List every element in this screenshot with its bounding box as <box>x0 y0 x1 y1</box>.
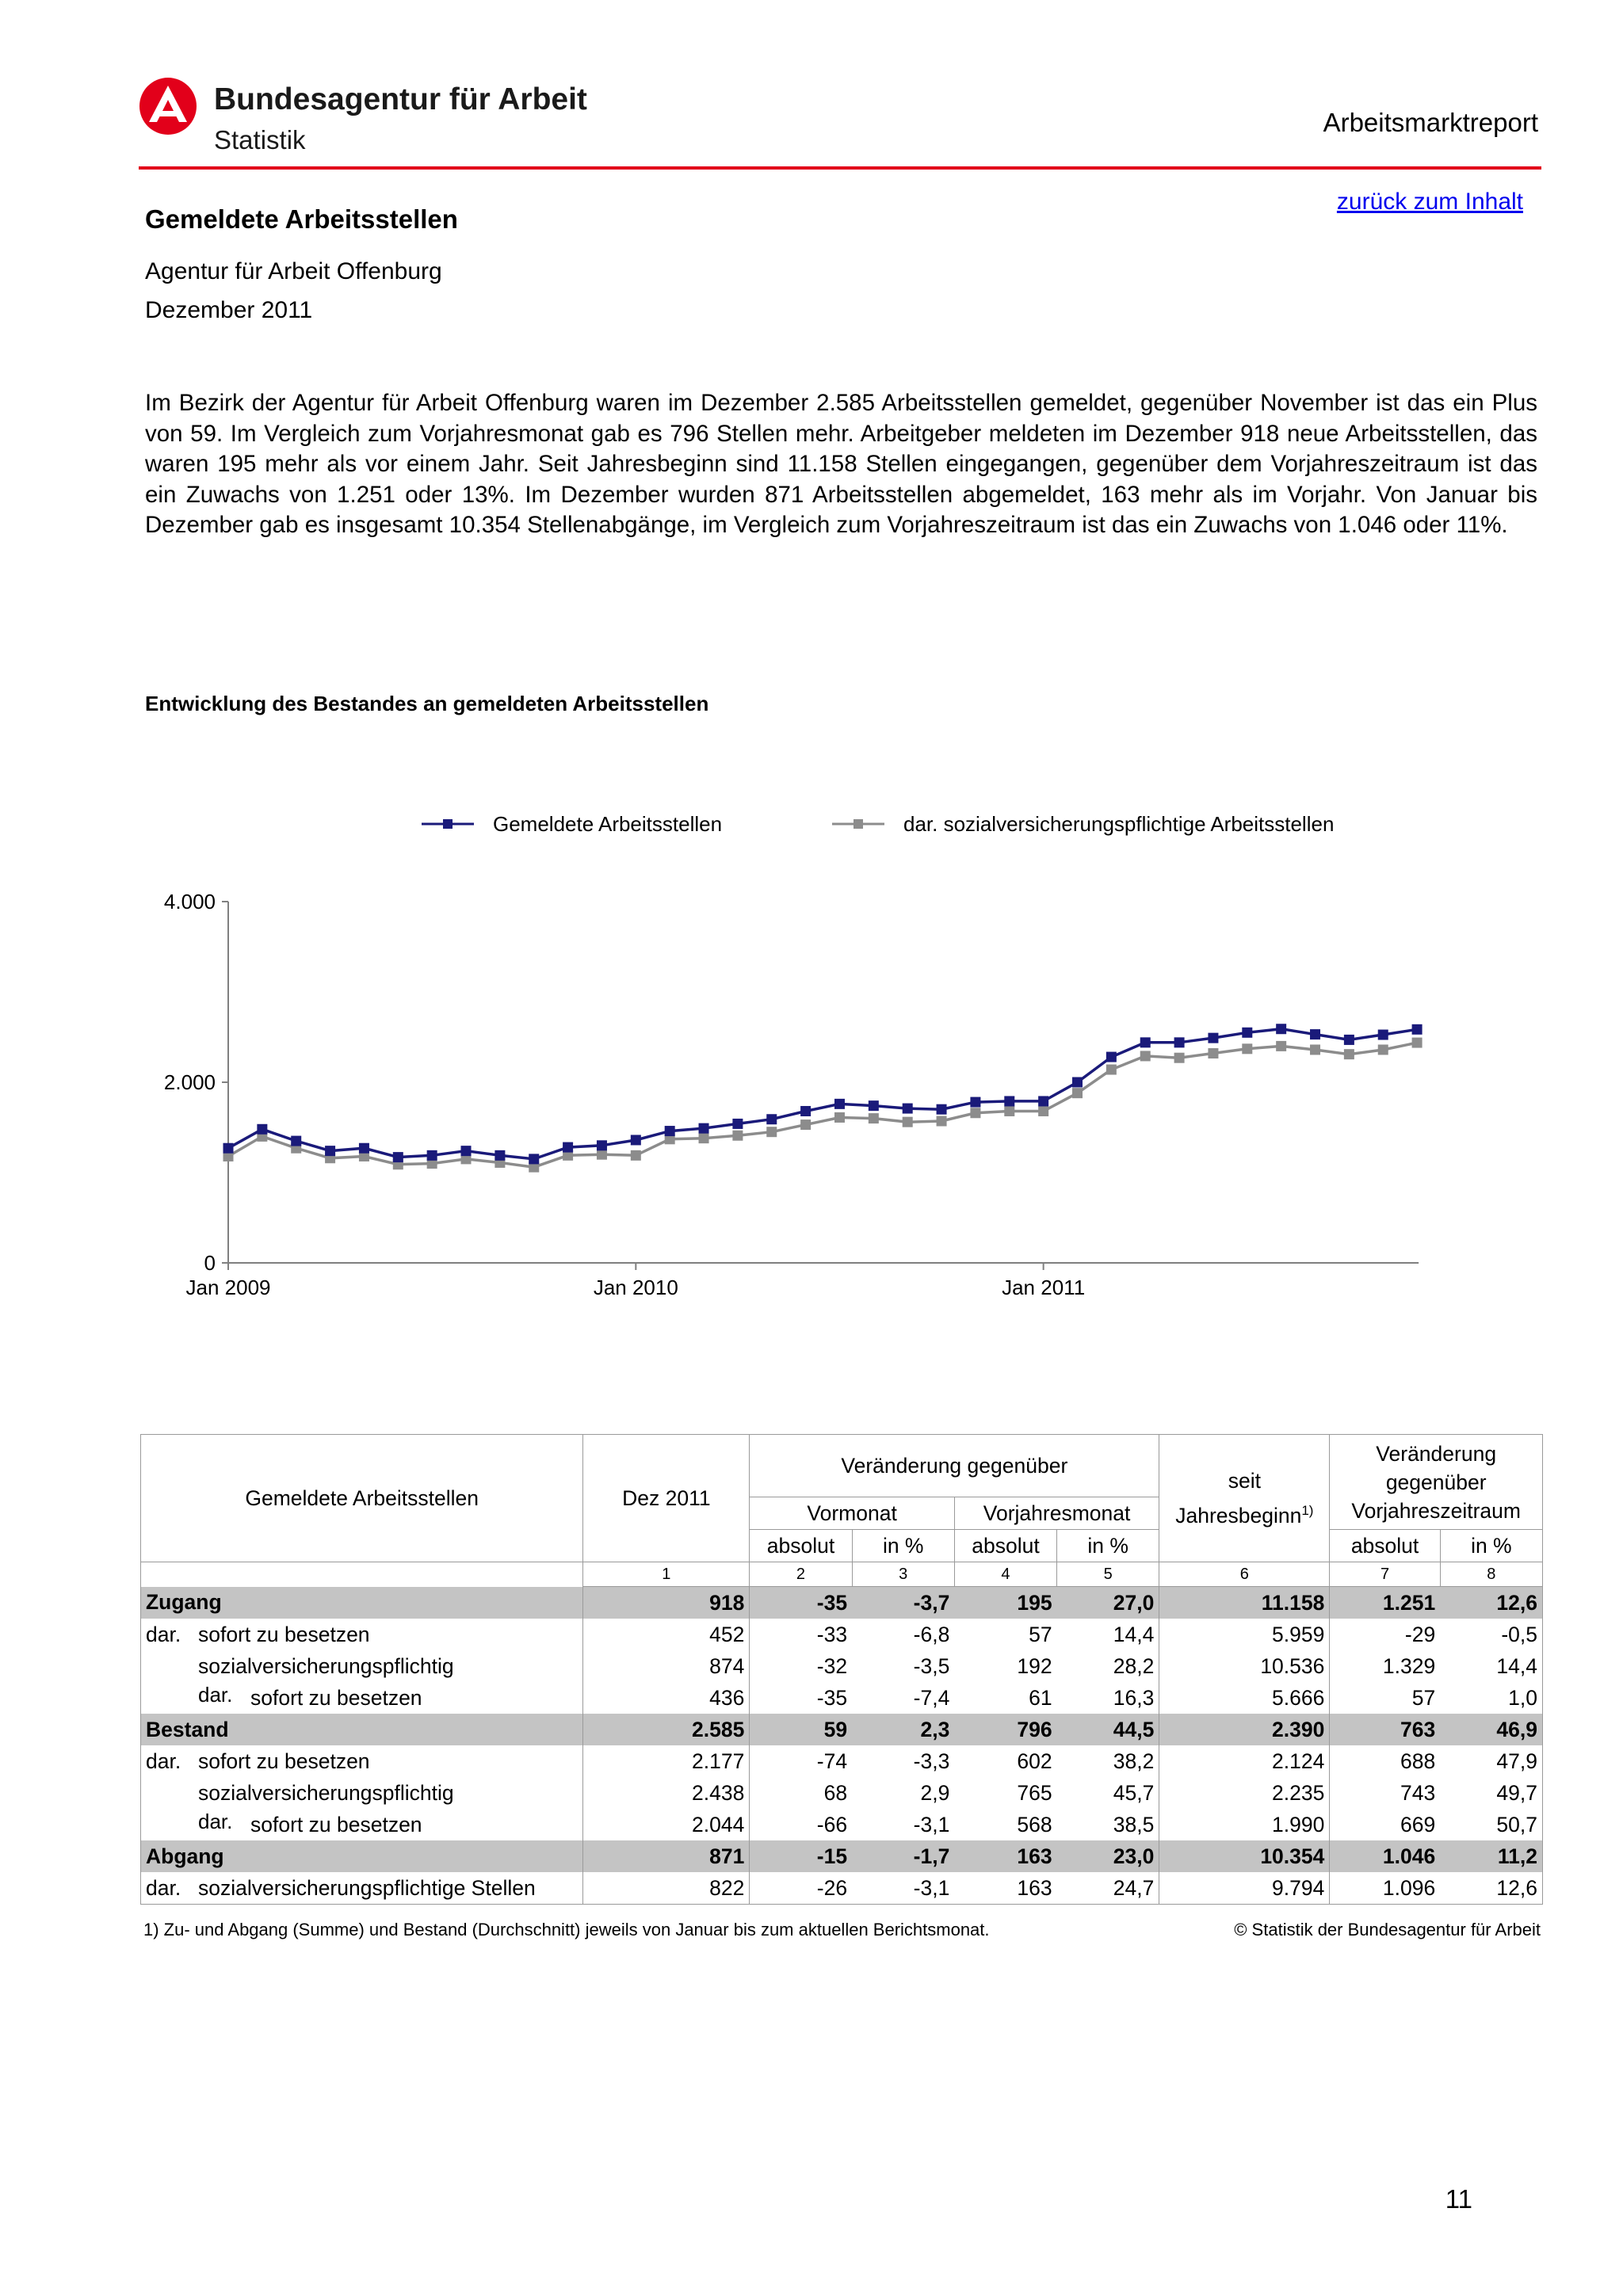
col-vorjahresmonat: Vorjahresmonat <box>954 1497 1159 1530</box>
table-cell: -6,8 <box>913 1622 950 1646</box>
table-cell: 47,9 <box>1440 1745 1542 1777</box>
table-cell: 763 <box>1330 1714 1440 1745</box>
legend-label: dar. sozialversicherungspflichtige Arbeitsstellen <box>903 812 1335 836</box>
data-point <box>631 1135 641 1145</box>
table-cell: 12,6 <box>1440 1587 1542 1619</box>
data-point <box>937 1116 947 1127</box>
table-cell: 2.585 <box>583 1714 750 1745</box>
data-point <box>834 1099 845 1109</box>
table-cell: 822 <box>583 1872 750 1905</box>
table-cell: 2.124 <box>1159 1745 1330 1777</box>
legend-label: Gemeldete Arbeitsstellen <box>493 812 723 836</box>
table-cell: 2,9 <box>920 1780 950 1805</box>
col-seit-line1: seit <box>1228 1469 1261 1493</box>
row-label <box>141 1777 583 1809</box>
col-vjz <box>1330 1435 1543 1530</box>
row-prefix: dar. <box>146 1875 181 1900</box>
row-label-text: sofort zu besetzen <box>198 1749 370 1773</box>
table-row <box>141 1650 1543 1682</box>
row-prefix: dar. <box>198 1682 233 1707</box>
report-title: Arbeitsmarktreport <box>1323 108 1538 137</box>
legend-marker <box>443 819 453 829</box>
legend-marker <box>854 819 863 829</box>
y-tick-label: 0 <box>204 1251 216 1275</box>
data-point <box>903 1104 913 1114</box>
data-point <box>631 1150 641 1161</box>
data-point <box>1310 1029 1320 1039</box>
row-label-text: Abgang <box>146 1844 224 1868</box>
table-cell: 163 <box>954 1840 1056 1872</box>
agency-logo <box>138 76 198 136</box>
data-point <box>699 1133 709 1143</box>
x-tick-label: Jan 2010 <box>593 1276 678 1299</box>
data-point <box>1174 1053 1185 1063</box>
y-tick-label: 4.000 <box>163 890 216 913</box>
col-number: 8 <box>1440 1562 1542 1587</box>
data-point <box>800 1119 811 1130</box>
data-point <box>597 1150 607 1160</box>
row-label <box>141 1745 583 1777</box>
table-cell: 669 <box>1400 1812 1436 1836</box>
table-body <box>141 1587 1543 1905</box>
data-point <box>903 1117 913 1127</box>
col-absolut: absolut <box>954 1530 1056 1562</box>
row-label-text: sozialversicherungspflichtige Stellen <box>198 1875 536 1900</box>
data-point <box>1378 1030 1388 1040</box>
table-cell: 2.390 <box>1159 1714 1330 1745</box>
data-point <box>1310 1044 1320 1055</box>
org-name: Bundesagentur für Arbeit <box>214 82 587 116</box>
table-cell: -66 <box>816 1812 848 1836</box>
row-label-text: sofort zu besetzen <box>250 1685 422 1710</box>
table-cell: 45,7 <box>1057 1777 1159 1809</box>
row-label <box>141 1619 583 1650</box>
x-tick-label: Jan 2009 <box>185 1276 271 1299</box>
page-number: 11 <box>1445 2184 1472 2214</box>
row-label <box>141 1809 583 1840</box>
data-point <box>1038 1106 1048 1116</box>
intro-paragraph: Im Bezirk der Agentur für Arbeit Offenburg waren im Dezember 2.585 Arbeitsstellen gemeldet, gegenüber November ist das ein Plus von 59. Im Vergleich zum Vorjahresmonat gab es 796 Stellen mehr. Arbeitgeber meldeten im Dezember 918 neue Arbeitsstellen, das waren 195 mehr als vor einem Jahr. Seit Jahresbeginn sind 11.158 Stellen eingegangen, gegenüber dem Vorjahreszeitraum ist das ein Zuwachs von 1.251 oder 13%. Im Dezember wurden 871 Arbeitsstellen abgemeldet, 163 mehr als im Vorjahr. Von Januar bis Dezember gab es insgesamt 10.354 Stellenabgänge, im Vergleich zum Vorjahreszeitraum ist das ein Zuwachs von 1.046 oder 11%. <box>145 390 1537 538</box>
table-cell: 11.158 <box>1159 1587 1330 1619</box>
col-seit-line2: Jahresbeginn <box>1175 1503 1302 1527</box>
data-point <box>1378 1044 1388 1055</box>
data-point <box>1004 1096 1014 1106</box>
data-point <box>1004 1106 1014 1116</box>
data-point <box>291 1136 301 1146</box>
data-point <box>970 1097 980 1108</box>
table-cell: -35 <box>816 1685 848 1710</box>
data-point <box>732 1131 743 1141</box>
data-point <box>1208 1048 1218 1058</box>
table-cell: 50,7 <box>1440 1809 1542 1840</box>
col-number-spacer <box>141 1562 583 1587</box>
data-point <box>1106 1052 1117 1062</box>
table-row <box>141 1682 1543 1714</box>
table-cell: 27,0 <box>1057 1587 1159 1619</box>
row-label-text: sofort zu besetzen <box>198 1622 370 1646</box>
data-point <box>800 1106 811 1116</box>
data-point <box>1140 1037 1151 1047</box>
col-number: 5 <box>1057 1562 1159 1587</box>
data-point <box>1038 1096 1048 1106</box>
table-cell: 5.666 <box>1159 1682 1330 1714</box>
row-label-text: sozialversicherungspflichtig <box>198 1780 454 1805</box>
table-row <box>141 1840 1543 1872</box>
col-number: 3 <box>852 1562 954 1587</box>
org-subtitle: Statistik <box>214 125 306 154</box>
table-row <box>141 1745 1543 1777</box>
table-cell: 568 <box>1017 1812 1052 1836</box>
table-cell: -74 <box>816 1749 848 1773</box>
data-point <box>732 1119 743 1129</box>
row-label-text: sozialversicherungspflichtig <box>198 1653 454 1678</box>
footnote-ref: 1) <box>1301 1503 1314 1519</box>
table-cell: 2.044 <box>583 1809 750 1840</box>
table-row <box>141 1714 1543 1745</box>
data-point <box>359 1143 369 1154</box>
data-point <box>1412 1024 1423 1035</box>
table-cell: 2.177 <box>583 1745 750 1777</box>
copyright: © Statistik der Bundesagentur für Arbeit <box>1234 1920 1541 1939</box>
data-point <box>529 1154 539 1164</box>
table-cell: 59 <box>750 1714 852 1745</box>
col-number: 1 <box>583 1562 750 1587</box>
table-cell: 1.251 <box>1330 1587 1440 1619</box>
table-cell: 452 <box>583 1619 750 1650</box>
data-point <box>766 1127 777 1137</box>
data-point <box>970 1108 980 1118</box>
col-vjz-line1: Veränderung <box>1376 1441 1497 1466</box>
data-point <box>257 1124 267 1135</box>
table-row <box>141 1777 1543 1809</box>
table-cell: -35 <box>750 1587 852 1619</box>
data-point <box>461 1146 472 1156</box>
table-cell: 918 <box>583 1587 750 1619</box>
data-point <box>1344 1049 1354 1059</box>
table-cell: -3,1 <box>852 1872 954 1905</box>
data-point <box>1242 1043 1252 1054</box>
col-absolut: absolut <box>1330 1530 1440 1562</box>
table-cell: 195 <box>954 1587 1056 1619</box>
row-label <box>141 1840 583 1872</box>
chart-title: Entwicklung des Bestandes an gemeldeten Arbeitsstellen <box>145 692 709 715</box>
table-cell: 1.046 <box>1330 1840 1440 1872</box>
data-point <box>325 1146 335 1156</box>
data-point <box>665 1126 675 1136</box>
header-divider <box>139 166 1541 170</box>
table-cell: 192 <box>1017 1653 1052 1678</box>
data-point <box>937 1104 947 1115</box>
row-label <box>141 1650 583 1682</box>
data-point <box>834 1112 845 1123</box>
col-dez: Dez 2011 <box>583 1435 750 1562</box>
table-cell: 765 <box>1017 1780 1052 1805</box>
data-point <box>1412 1038 1423 1048</box>
table-cell: 602 <box>1017 1749 1052 1773</box>
col-vjz-line2: gegenüber <box>1385 1470 1487 1494</box>
table-cell: 11,2 <box>1440 1840 1542 1872</box>
back-to-contents-link[interactable]: zurück zum Inhalt <box>1336 189 1523 215</box>
table-cell: -0,5 <box>1440 1619 1542 1650</box>
table-cell: 46,9 <box>1440 1714 1542 1745</box>
data-point <box>495 1150 505 1161</box>
col-number: 4 <box>954 1562 1056 1587</box>
table-cell: -15 <box>750 1840 852 1872</box>
table-cell: 14,4 <box>1057 1619 1159 1650</box>
table-footnote: 1) Zu- und Abgang (Summe) und Bestand (Durchschnitt) jeweils von Januar bis zum aktuellen Berichtsmonat. <box>143 1920 990 1939</box>
row-label <box>141 1587 583 1619</box>
col-number: 2 <box>750 1562 852 1587</box>
table-cell: 14,4 <box>1440 1650 1542 1682</box>
row-header: Gemeldete Arbeitsstellen <box>141 1435 583 1562</box>
col-change: Veränderung gegenüber <box>750 1435 1159 1497</box>
table-cell: -3,1 <box>913 1812 950 1836</box>
table-cell: 38,5 <box>1057 1809 1159 1840</box>
job-vacancies-table <box>140 1434 1543 1905</box>
col-vormonat: Vormonat <box>750 1497 954 1530</box>
data-point <box>869 1113 879 1123</box>
table-cell: 61 <box>1029 1685 1052 1710</box>
table-cell: 24,7 <box>1057 1872 1159 1905</box>
table-row <box>141 1619 1543 1650</box>
data-point <box>1344 1035 1354 1045</box>
table-cell: 9.794 <box>1159 1872 1330 1905</box>
data-point <box>563 1142 573 1153</box>
table-cell: 1,0 <box>1440 1682 1542 1714</box>
table-cell: 1.096 <box>1330 1872 1440 1905</box>
col-absolut: absolut <box>750 1530 852 1562</box>
table-cell: 1.990 <box>1159 1809 1330 1840</box>
table-cell: 2.438 <box>583 1777 750 1809</box>
report-period: Dezember 2011 <box>145 297 313 323</box>
row-label <box>141 1872 583 1905</box>
x-tick-label: Jan 2011 <box>1002 1276 1086 1299</box>
table-row <box>141 1809 1543 1840</box>
table-cell: 49,7 <box>1440 1777 1542 1809</box>
table-cell: -32 <box>816 1653 848 1678</box>
table-cell: 2,3 <box>852 1714 954 1745</box>
table-cell: 436 <box>583 1682 750 1714</box>
agency-name: Agentur für Arbeit Offenburg <box>145 258 442 284</box>
table-cell: -3,5 <box>913 1653 950 1678</box>
data-point <box>1140 1051 1151 1061</box>
data-point <box>869 1100 879 1111</box>
table-cell: -3,3 <box>913 1749 950 1773</box>
col-pct: in % <box>852 1530 954 1562</box>
col-pct: in % <box>1057 1530 1159 1562</box>
table-cell: 1.329 <box>1382 1653 1436 1678</box>
y-tick-label: 2.000 <box>163 1070 216 1094</box>
col-pct: in % <box>1440 1530 1542 1562</box>
table-cell: 16,3 <box>1057 1682 1159 1714</box>
col-vjz-line3: Vorjahreszeitraum <box>1351 1498 1521 1523</box>
table-row <box>141 1872 1543 1905</box>
col-number: 6 <box>1159 1562 1330 1587</box>
row-prefix: dar. <box>146 1749 181 1773</box>
table-cell: 688 <box>1400 1749 1436 1773</box>
table-cell: 2.235 <box>1159 1777 1330 1809</box>
table-cell: -1,7 <box>852 1840 954 1872</box>
data-point <box>1242 1028 1252 1038</box>
table-cell: -33 <box>816 1622 848 1646</box>
table-cell: 10.354 <box>1159 1840 1330 1872</box>
data-point <box>223 1143 234 1154</box>
table-cell: 68 <box>823 1780 848 1805</box>
table-cell: 163 <box>954 1872 1056 1905</box>
row-label-text: Bestand <box>146 1717 229 1741</box>
data-point <box>597 1140 607 1150</box>
data-point <box>766 1114 777 1124</box>
table-cell: 871 <box>583 1840 750 1872</box>
table-cell: 10.536 <box>1159 1650 1330 1682</box>
line-chart <box>119 792 1561 1315</box>
row-prefix: dar. <box>198 1809 233 1833</box>
table-cell: -3,7 <box>852 1587 954 1619</box>
data-point <box>1072 1088 1083 1098</box>
series-line <box>228 1043 1417 1167</box>
table-row <box>141 1587 1543 1619</box>
page-title: Gemeldete Arbeitsstellen <box>145 204 458 234</box>
table-cell: 23,0 <box>1057 1840 1159 1872</box>
table-cell: 28,2 <box>1057 1650 1159 1682</box>
row-label-text: sofort zu besetzen <box>250 1812 422 1836</box>
row-label-text: Zugang <box>146 1590 222 1615</box>
data-point <box>1106 1065 1117 1075</box>
col-number: 7 <box>1330 1562 1440 1587</box>
data-point <box>1276 1024 1286 1034</box>
table-cell: 743 <box>1400 1780 1436 1805</box>
table-cell: 44,5 <box>1057 1714 1159 1745</box>
col-seit <box>1159 1435 1330 1562</box>
table-cell: 38,2 <box>1057 1745 1159 1777</box>
series-line <box>228 1029 1417 1159</box>
table-cell: -7,4 <box>913 1685 950 1710</box>
table-cell: 5.959 <box>1159 1619 1330 1650</box>
table-cell: -29 <box>1404 1622 1436 1646</box>
table-cell: -26 <box>750 1872 852 1905</box>
row-label <box>141 1714 583 1745</box>
data-point <box>1072 1077 1083 1088</box>
data-point <box>1174 1037 1185 1047</box>
table-cell: 57 <box>1029 1622 1052 1646</box>
data-point <box>1276 1041 1286 1051</box>
table-cell: 874 <box>583 1650 750 1682</box>
data-point <box>1208 1033 1218 1043</box>
table-cell: 796 <box>954 1714 1056 1745</box>
data-point <box>393 1152 403 1162</box>
data-point <box>699 1123 709 1134</box>
data-point <box>427 1150 437 1161</box>
table-cell: 57 <box>1411 1685 1436 1710</box>
row-prefix: dar. <box>146 1622 181 1646</box>
row-label <box>141 1682 583 1714</box>
table-cell: 12,6 <box>1440 1872 1542 1905</box>
